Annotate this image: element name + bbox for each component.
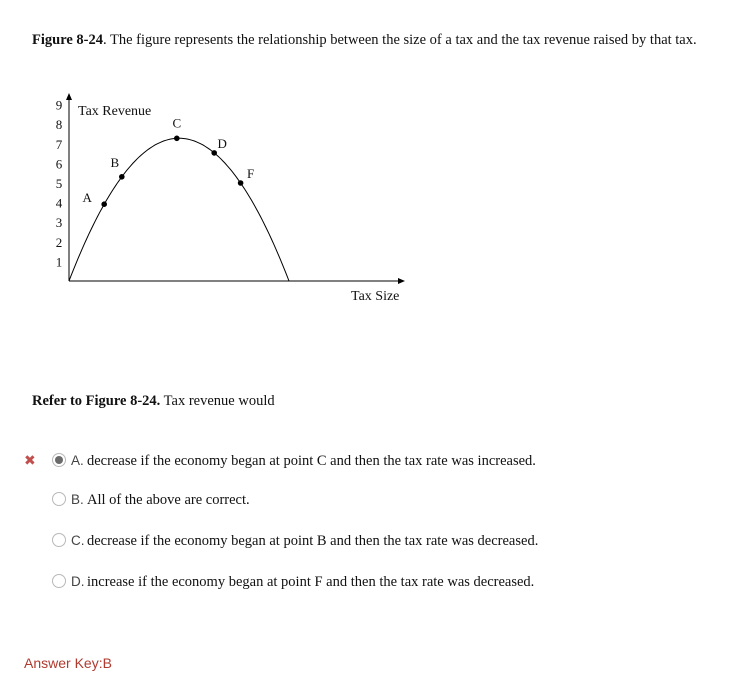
answer-key: Answer Key:B [24,655,112,671]
point-label-b: B [110,154,120,170]
option-a-text: decrease if the economy began at point C and then the tax rate was increased. [87,453,536,469]
option-c-letter: C. [71,533,85,548]
y-tick-label: 8 [55,117,63,133]
option-d-letter: D. [71,574,85,589]
figure-caption-text: . The figure represents the relationship between the size of a tax and the tax revenue raised by that tax. [103,32,697,48]
point-a [101,201,107,207]
y-tick-label: 5 [55,176,63,191]
option-a[interactable] [24,451,584,471]
question-text: Tax revenue would [160,393,275,409]
point-label-c: C [172,115,182,131]
option-c[interactable] [24,531,584,551]
tax-revenue-curve [69,135,289,281]
point-c [174,136,180,142]
option-d-radio[interactable] [52,574,66,588]
question-figure-ref: Refer to Figure 8-24. [32,393,161,409]
point-label-a: A [82,190,92,206]
option-b-text: All of the above are correct. [87,492,250,508]
y-axis-arrow [66,93,72,100]
option-b-radio[interactable] [52,492,66,506]
y-tick-label: 6 [55,156,63,172]
option-b-letter: B. [71,492,84,507]
option-c-text: decrease if the economy began at point B and then the tax rate was decreased. [87,533,539,549]
option-c-radio[interactable] [52,533,66,547]
y-axis-label: Tax Revenue [78,104,152,119]
point-label-d: D [217,135,227,151]
incorrect-x-icon: ✖ [24,453,36,469]
y-tick-label: 1 [55,254,63,270]
option-a-letter: A. [71,453,84,468]
x-axis-arrow [398,278,405,284]
y-tick-label: 7 [55,136,63,152]
y-tick-labels [56,98,63,270]
option-a-radio[interactable] [52,453,66,467]
point-b [119,174,125,180]
y-tick-label: 3 [55,215,63,231]
point-f [238,180,244,186]
option-d-text: increase if the economy began at point F and then the tax rate was decreased. [87,574,535,590]
y-tick-label: 2 [55,234,63,250]
point-d [211,150,217,156]
question-prompt [32,391,275,411]
option-b[interactable] [24,490,324,510]
y-tick-label: 9 [55,97,63,113]
y-tick-label: 4 [55,195,63,211]
figure-label: Figure 8-24 [32,32,104,48]
x-axis-label: Tax Size [351,289,400,304]
option-d[interactable] [24,572,584,592]
point-label-f: F [246,166,255,181]
